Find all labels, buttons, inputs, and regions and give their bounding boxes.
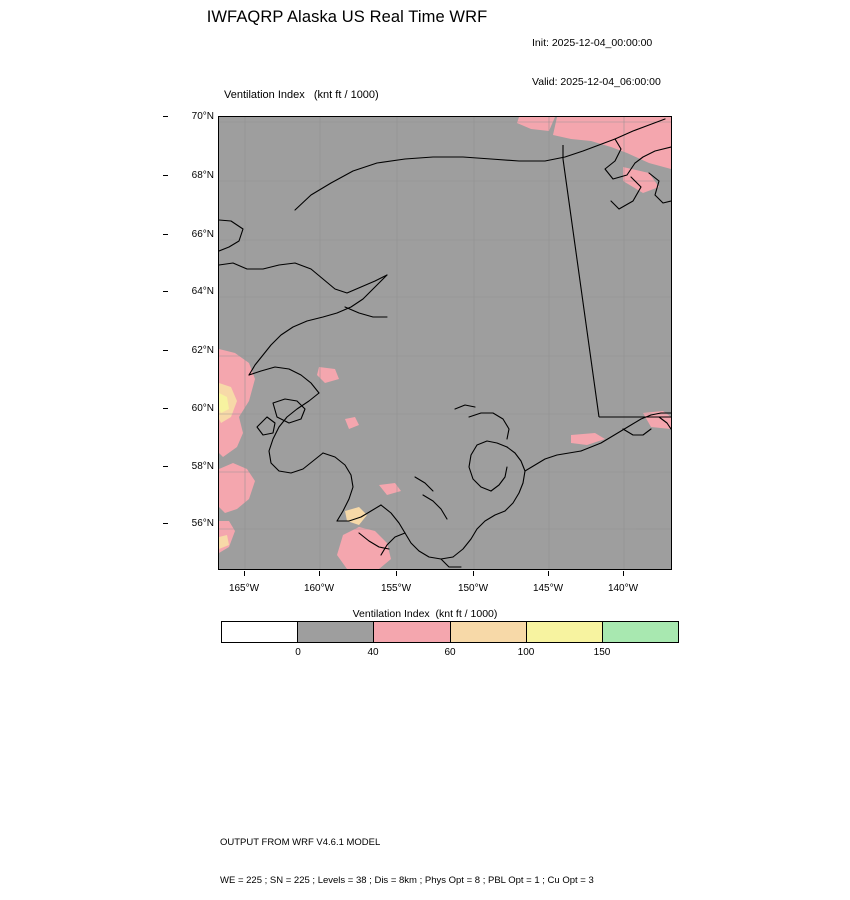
lon-label-155w: 155°W bbox=[380, 583, 412, 594]
lon-tick-150w bbox=[473, 571, 474, 576]
colorbar-tick-150: 150 bbox=[593, 647, 611, 658]
lat-tick-58n bbox=[163, 466, 168, 467]
page-title bbox=[0, 8, 850, 27]
lat-tick-60n bbox=[163, 408, 168, 409]
footer-line-2: WE = 225 ; SN = 225 ; Levels = 38 ; Dis = 8km ; Phys Opt = 8 ; PBL Opt = 1 ; Cu Opt = 3 bbox=[220, 874, 594, 886]
lon-label-140w: 140°W bbox=[607, 583, 639, 594]
colorbar-segment-above-150 bbox=[603, 622, 678, 642]
lon-label-160w: 160°W bbox=[303, 583, 335, 594]
lat-tick-66n bbox=[163, 234, 168, 235]
lat-label-58n: 58°N bbox=[191, 461, 214, 472]
field-band-0-40 bbox=[219, 117, 671, 569]
longitude-axis bbox=[218, 571, 674, 601]
colorbar-segment-0-40 bbox=[298, 622, 374, 642]
lat-label-66n: 66°N bbox=[191, 229, 214, 240]
plot-title: Ventilation Index (knt ft / 1000) bbox=[224, 89, 379, 101]
lat-label-70n: 70°N bbox=[191, 111, 214, 122]
latitude-axis bbox=[166, 111, 214, 572]
lon-tick-165w bbox=[244, 571, 245, 576]
lon-tick-145w bbox=[548, 571, 549, 576]
valid-time: Valid: 2025-12-04_06:00:00 bbox=[532, 76, 661, 88]
lon-label-145w: 145°W bbox=[532, 583, 564, 594]
lat-tick-68n bbox=[163, 175, 168, 176]
colorbar-ticks bbox=[221, 645, 679, 663]
colorbar-tick-40: 40 bbox=[367, 647, 379, 658]
colorbar-title: Ventilation Index (knt ft / 1000) bbox=[352, 608, 498, 620]
lon-tick-155w bbox=[396, 571, 397, 576]
lat-tick-64n bbox=[163, 291, 168, 292]
colorbar-segment-below-0 bbox=[222, 622, 298, 642]
lat-label-64n: 64°N bbox=[191, 286, 214, 297]
model-run-info bbox=[532, 11, 661, 102]
colorbar-tick-0: 0 bbox=[295, 647, 301, 658]
lat-label-68n: 68°N bbox=[191, 170, 214, 181]
lon-tick-160w bbox=[319, 571, 320, 576]
page-title-text: IWFAQRP Alaska US Real Time WRF bbox=[206, 8, 488, 26]
footer-line-1: OUTPUT FROM WRF V4.6.1 MODEL bbox=[220, 837, 381, 848]
lat-label-56n: 56°N bbox=[191, 518, 214, 529]
colorbar-tick-100: 100 bbox=[517, 647, 535, 658]
lon-label-150w: 150°W bbox=[457, 583, 489, 594]
lon-label-165w: 165°W bbox=[228, 583, 260, 594]
lat-tick-62n bbox=[163, 350, 168, 351]
map-plot-area[interactable] bbox=[218, 116, 672, 570]
colorbar-segment-100-150 bbox=[527, 622, 603, 642]
lat-tick-70n bbox=[163, 116, 168, 117]
colorbar-segment-60-100 bbox=[451, 622, 527, 642]
lon-tick-140w bbox=[623, 571, 624, 576]
lat-tick-56n bbox=[163, 523, 168, 524]
lat-label-60n: 60°N bbox=[191, 403, 214, 414]
model-output-footer bbox=[220, 812, 594, 900]
init-time: Init: 2025-12-04_00:00:00 bbox=[532, 37, 653, 49]
colorbar[interactable] bbox=[221, 621, 679, 643]
colorbar-segment-40-60 bbox=[374, 622, 450, 642]
lat-label-62n: 62°N bbox=[191, 345, 214, 356]
colorbar-tick-60: 60 bbox=[444, 647, 456, 658]
